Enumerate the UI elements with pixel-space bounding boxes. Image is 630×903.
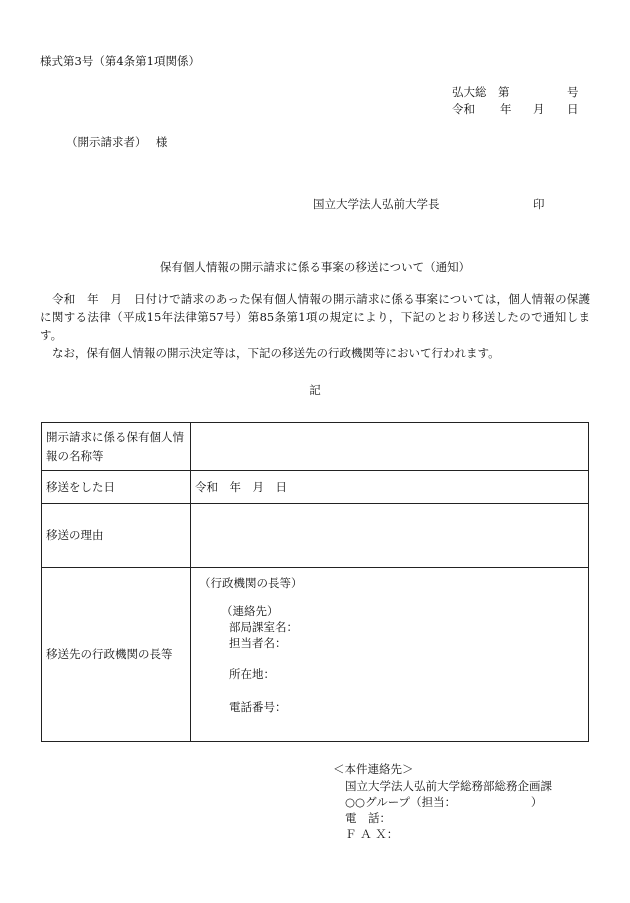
- date-day: 日: [567, 102, 579, 116]
- destination-head: （行政機関の長等）: [199, 576, 303, 590]
- table-row: [42, 471, 589, 504]
- body-paragraph-1: 令和 年 月 日付けで請求のあった保有個人情報の開示請求に係る事案については，個人情報の保護に関する法律（平成15年法律第57号）第85条第1項の規定により，下記のとおり移送したので通知します。: [40, 292, 590, 342]
- row-value-transfer-date: 令和 年 月 日: [191, 471, 589, 504]
- row-value-destination: [191, 568, 589, 742]
- table-row: [42, 423, 589, 471]
- row-value-info-name: [191, 423, 589, 471]
- date-era: 令和: [452, 102, 475, 116]
- table-row: [42, 568, 589, 742]
- contact-label: （連絡先）: [221, 604, 279, 618]
- form-number: 様式第3号（第4条第1項関係）: [40, 54, 200, 68]
- transfer-table: [41, 422, 589, 742]
- date-year: 年: [500, 102, 512, 116]
- contact-heading: ＜本件連絡先＞: [333, 762, 414, 776]
- document-title: 保有個人情報の開示請求に係る事案の移送について（通知）: [159, 260, 471, 274]
- body-paragraph-2: なお，保有個人情報の開示決定等は，下記の移送先の行政機関等において行われます。: [52, 346, 500, 360]
- row-value-reason: [191, 504, 589, 568]
- row-label-info-name: 開示請求に係る保有個人情報の名称等: [42, 423, 191, 471]
- address-field: 所在地：: [229, 667, 275, 681]
- doc-number-label: 弘大総 第: [452, 85, 510, 99]
- seal-mark: 印: [533, 197, 545, 211]
- sender-name: 国立大学法人弘前大学長: [313, 197, 440, 211]
- body-text: [40, 290, 590, 362]
- contact-group: ○○グループ（担当： ）: [345, 795, 543, 809]
- doc-number-suffix: 号: [567, 85, 579, 99]
- contact-org: 国立大学法人弘前大学総務部総務企画課: [345, 779, 552, 793]
- table-row: [42, 504, 589, 568]
- dept-name-field: 部局課室名：: [229, 620, 298, 634]
- contact-fax: Ｆ Ａ Ｘ：: [345, 827, 399, 841]
- phone-number-field: 電話番号：: [229, 700, 287, 714]
- recipient: （開示請求者） 様: [66, 135, 168, 149]
- row-label-reason: 移送の理由: [42, 504, 191, 568]
- row-label-destination: 移送先の行政機関の長等: [42, 568, 191, 742]
- contact-phone: 電 話：: [345, 811, 391, 825]
- person-field: 担当者名：: [229, 636, 287, 650]
- date-month: 月: [533, 102, 545, 116]
- ki-heading: 記: [309, 383, 321, 397]
- row-label-transfer-date: 移送をした日: [42, 471, 191, 504]
